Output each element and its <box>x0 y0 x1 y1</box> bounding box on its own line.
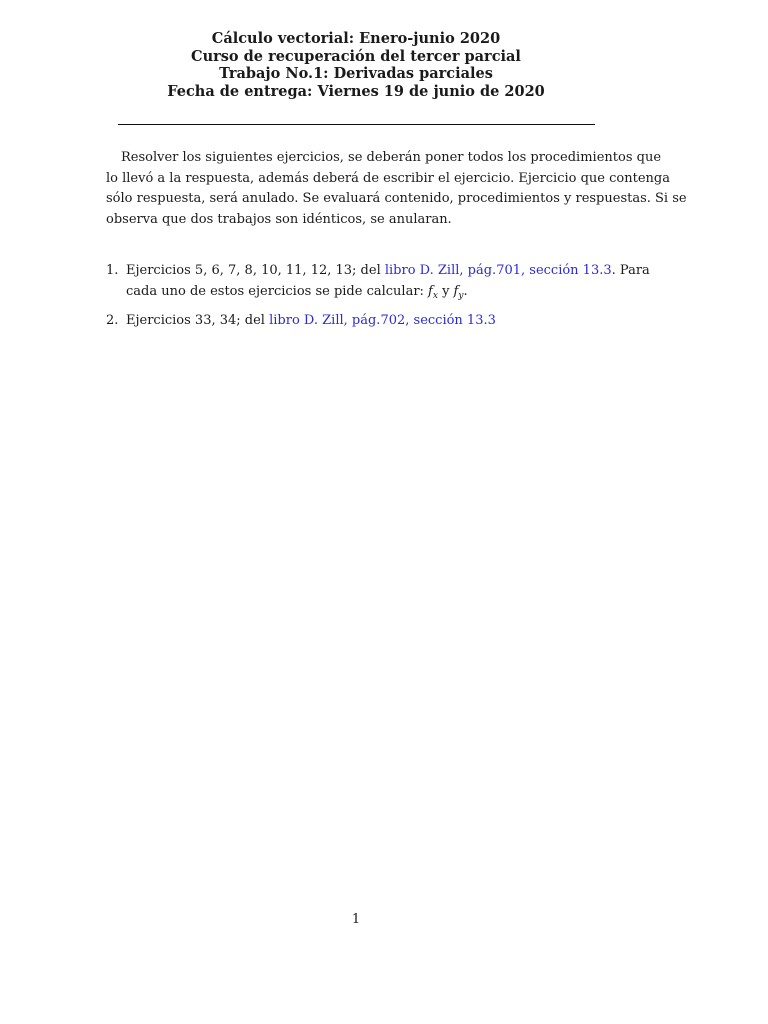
instructions-line: observa que dos trabajos son idénticos, se anularan. <box>106 211 452 227</box>
list-item-text: . Para <box>611 263 650 278</box>
book-reference-link[interactable]: libro D. Zill, pág.702, sección 13.3 <box>269 313 496 328</box>
course-title: Cálculo vectorial: Enero-junio 2020 <box>211 30 501 47</box>
partial-fy <box>454 284 464 299</box>
list-item-text: Ejercicios 33, 34; del <box>126 313 270 328</box>
math-subscript: x <box>432 290 438 301</box>
course-subtitle: Curso de recuperación del tercer parcial <box>191 47 521 65</box>
list-item-text: y <box>437 283 454 299</box>
instructions-paragraph <box>106 148 687 230</box>
list-item <box>106 311 622 332</box>
instructions-line: Resolver los siguientes ejercicios, se deberán poner todos los procedimientos que <box>121 150 662 165</box>
list-item <box>106 261 650 302</box>
partial-fx <box>428 284 438 299</box>
page-number: 1 <box>351 912 361 927</box>
document-header <box>0 30 712 100</box>
math-symbol: f <box>453 283 459 299</box>
list-item-number: 2. <box>106 313 119 328</box>
math-subscript: y <box>458 290 464 301</box>
list-item-number: 1. <box>106 263 119 278</box>
assignment-title: Trabajo No.1: Derivadas parciales <box>219 65 493 82</box>
exercise-list <box>106 261 650 341</box>
due-date: Fecha de entrega: Viernes 19 de junio de 2020 <box>167 82 545 100</box>
math-symbol: f <box>428 283 433 299</box>
header-divider <box>118 124 595 125</box>
instructions-line: lo llevó a la respuesta, además deberá de escribir el ejercicio. Ejercicio que contenga <box>106 170 670 186</box>
list-item-text: . <box>463 283 468 299</box>
book-reference-link[interactable]: libro D. Zill, pág.701, sección 13.3 <box>384 263 612 278</box>
list-item-text: cada uno de estos ejercicios se pide calcular: <box>126 283 429 299</box>
instructions-line: sólo respuesta, será anulado. Se evaluará contenido, procedimientos y respuestas. Si se <box>106 191 687 206</box>
list-item-text: Ejercicios 5, 6, 7, 8, 10, 11, 12, 13; del <box>126 263 385 278</box>
